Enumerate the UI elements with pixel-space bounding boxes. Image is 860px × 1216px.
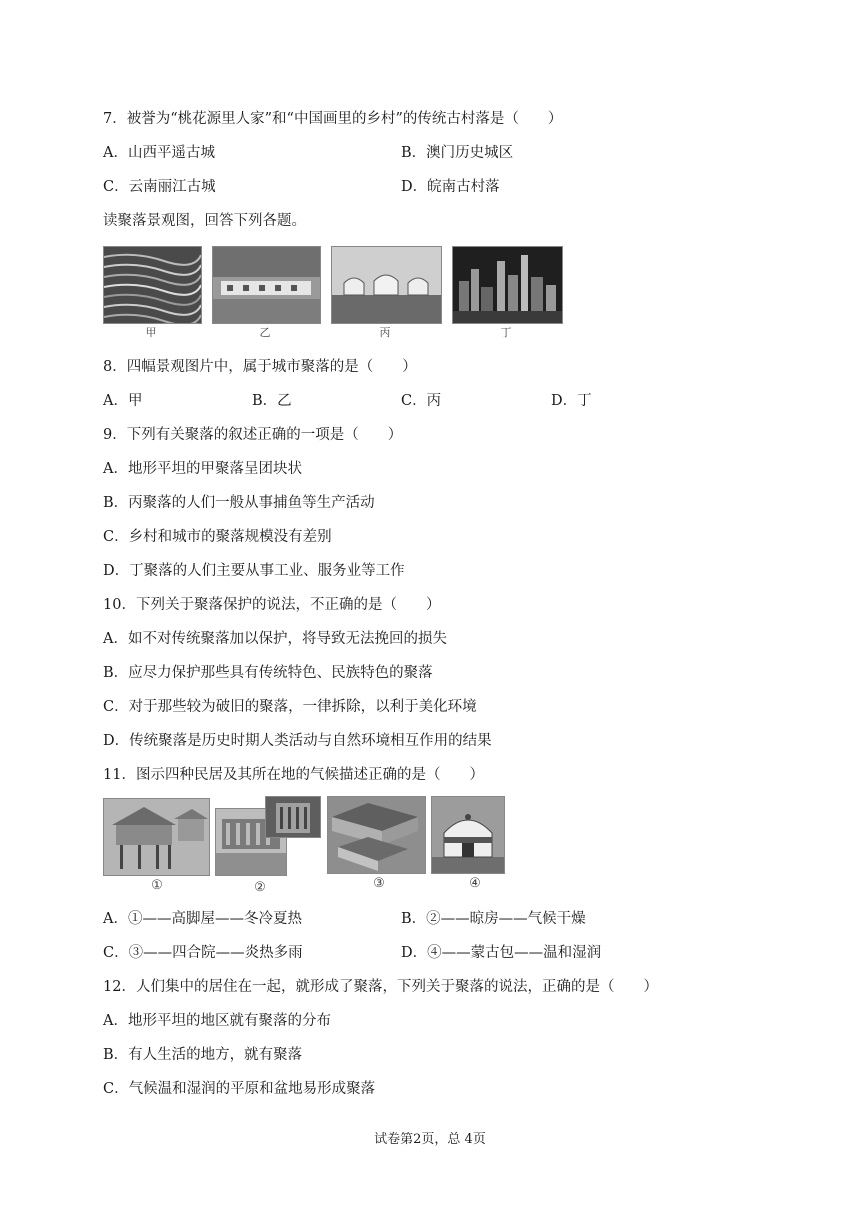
q7-option-c: C．云南丽江古城 [103, 179, 216, 195]
q10-option-d: D．传统聚落是历史时期人类活动与自然环境相互作用的结果 [103, 733, 492, 749]
q11-stem: 11．图示四种民居及其所在地的气候描述正确的是（ ） [103, 767, 484, 783]
photo-ding-city [452, 246, 563, 324]
q7-option-d: D．皖南古村落 [401, 179, 500, 195]
q11-option-d: D．④——蒙古包——温和湿润 [401, 945, 602, 961]
q9-stem: 9．下列有关聚落的叙述正确的一项是（ ） [103, 427, 403, 443]
caption-bing: 丙 [379, 326, 391, 339]
section-intro: 读聚落景观图，回答下列各题。 [103, 213, 306, 229]
caption-yi: 乙 [259, 326, 271, 339]
q10-option-b: B．应尽力保护那些具有传统特色、民族特色的聚落 [103, 665, 433, 681]
q7-option-b: B．澳门历史城区 [401, 145, 514, 161]
q9-option-b: B．丙聚落的人们一般从事捕鱼等生产活动 [103, 495, 375, 511]
caption-2: ② [254, 880, 266, 895]
q10-option-c: C．对于那些较为破旧的聚落，一律拆除，以利于美化环境 [103, 699, 477, 715]
q9-option-c: C．乡村和城市的聚落规模没有差别 [103, 529, 332, 545]
page-footer: 试卷第2页，总 4页 [374, 1132, 486, 1147]
q8-option-b: B．乙 [252, 393, 292, 409]
q12-option-b: B．有人生活的地方，就有聚落 [103, 1047, 303, 1063]
q11-option-b: B．②——晾房——气候干燥 [401, 911, 586, 927]
q7-stem: 7．被誉为“桃花源里人家”和“中国画里的乡村”的传统古村落是（ ） [103, 111, 563, 127]
caption-1: ① [151, 878, 163, 893]
q11-option-c: C．③——四合院——炎热多雨 [103, 945, 303, 961]
photo-stilt-house [103, 798, 210, 876]
q8-option-d: D．丁 [551, 393, 592, 409]
caption-jia: 甲 [145, 326, 157, 339]
caption-3: ③ [373, 876, 385, 891]
q12-option-c: C．气候温和湿润的平原和盆地易形成聚落 [103, 1081, 376, 1097]
photo-bing-yurts [331, 246, 442, 324]
q9-option-d: D．丁聚落的人们主要从事工业、服务业等工作 [103, 563, 405, 579]
photo-jia-terraces [103, 246, 202, 324]
q8-option-c: C．丙 [401, 393, 442, 409]
q8-option-a: A．甲 [103, 393, 143, 409]
q12-option-a: A．地形平坦的地区就有聚落的分布 [103, 1013, 331, 1029]
caption-ding: 丁 [500, 326, 512, 339]
photo-drying-house-b [265, 796, 321, 838]
photo-yi-houses [212, 246, 321, 324]
photo-yurt [431, 796, 505, 874]
q10-option-a: A．如不对传统聚落加以保护，将导致无法挽回的损失 [103, 631, 447, 647]
q11-option-a: A．①——高脚屋——冬冷夏热 [103, 911, 302, 927]
q7-option-a: A．山西平遥古城 [103, 145, 215, 161]
q12-stem: 12．人们集中的居住在一起，就形成了聚落，下列关于聚落的说法，正确的是（ ） [103, 979, 658, 995]
q9-option-a: A．地形平坦的甲聚落呈团块状 [103, 461, 302, 477]
caption-4: ④ [469, 876, 481, 891]
q10-stem: 10．下列关于聚落保护的说法，不正确的是（ ） [103, 597, 441, 613]
q8-stem: 8．四幅景观图片中，属于城市聚落的是（ ） [103, 359, 417, 375]
photo-courtyard [327, 796, 426, 874]
